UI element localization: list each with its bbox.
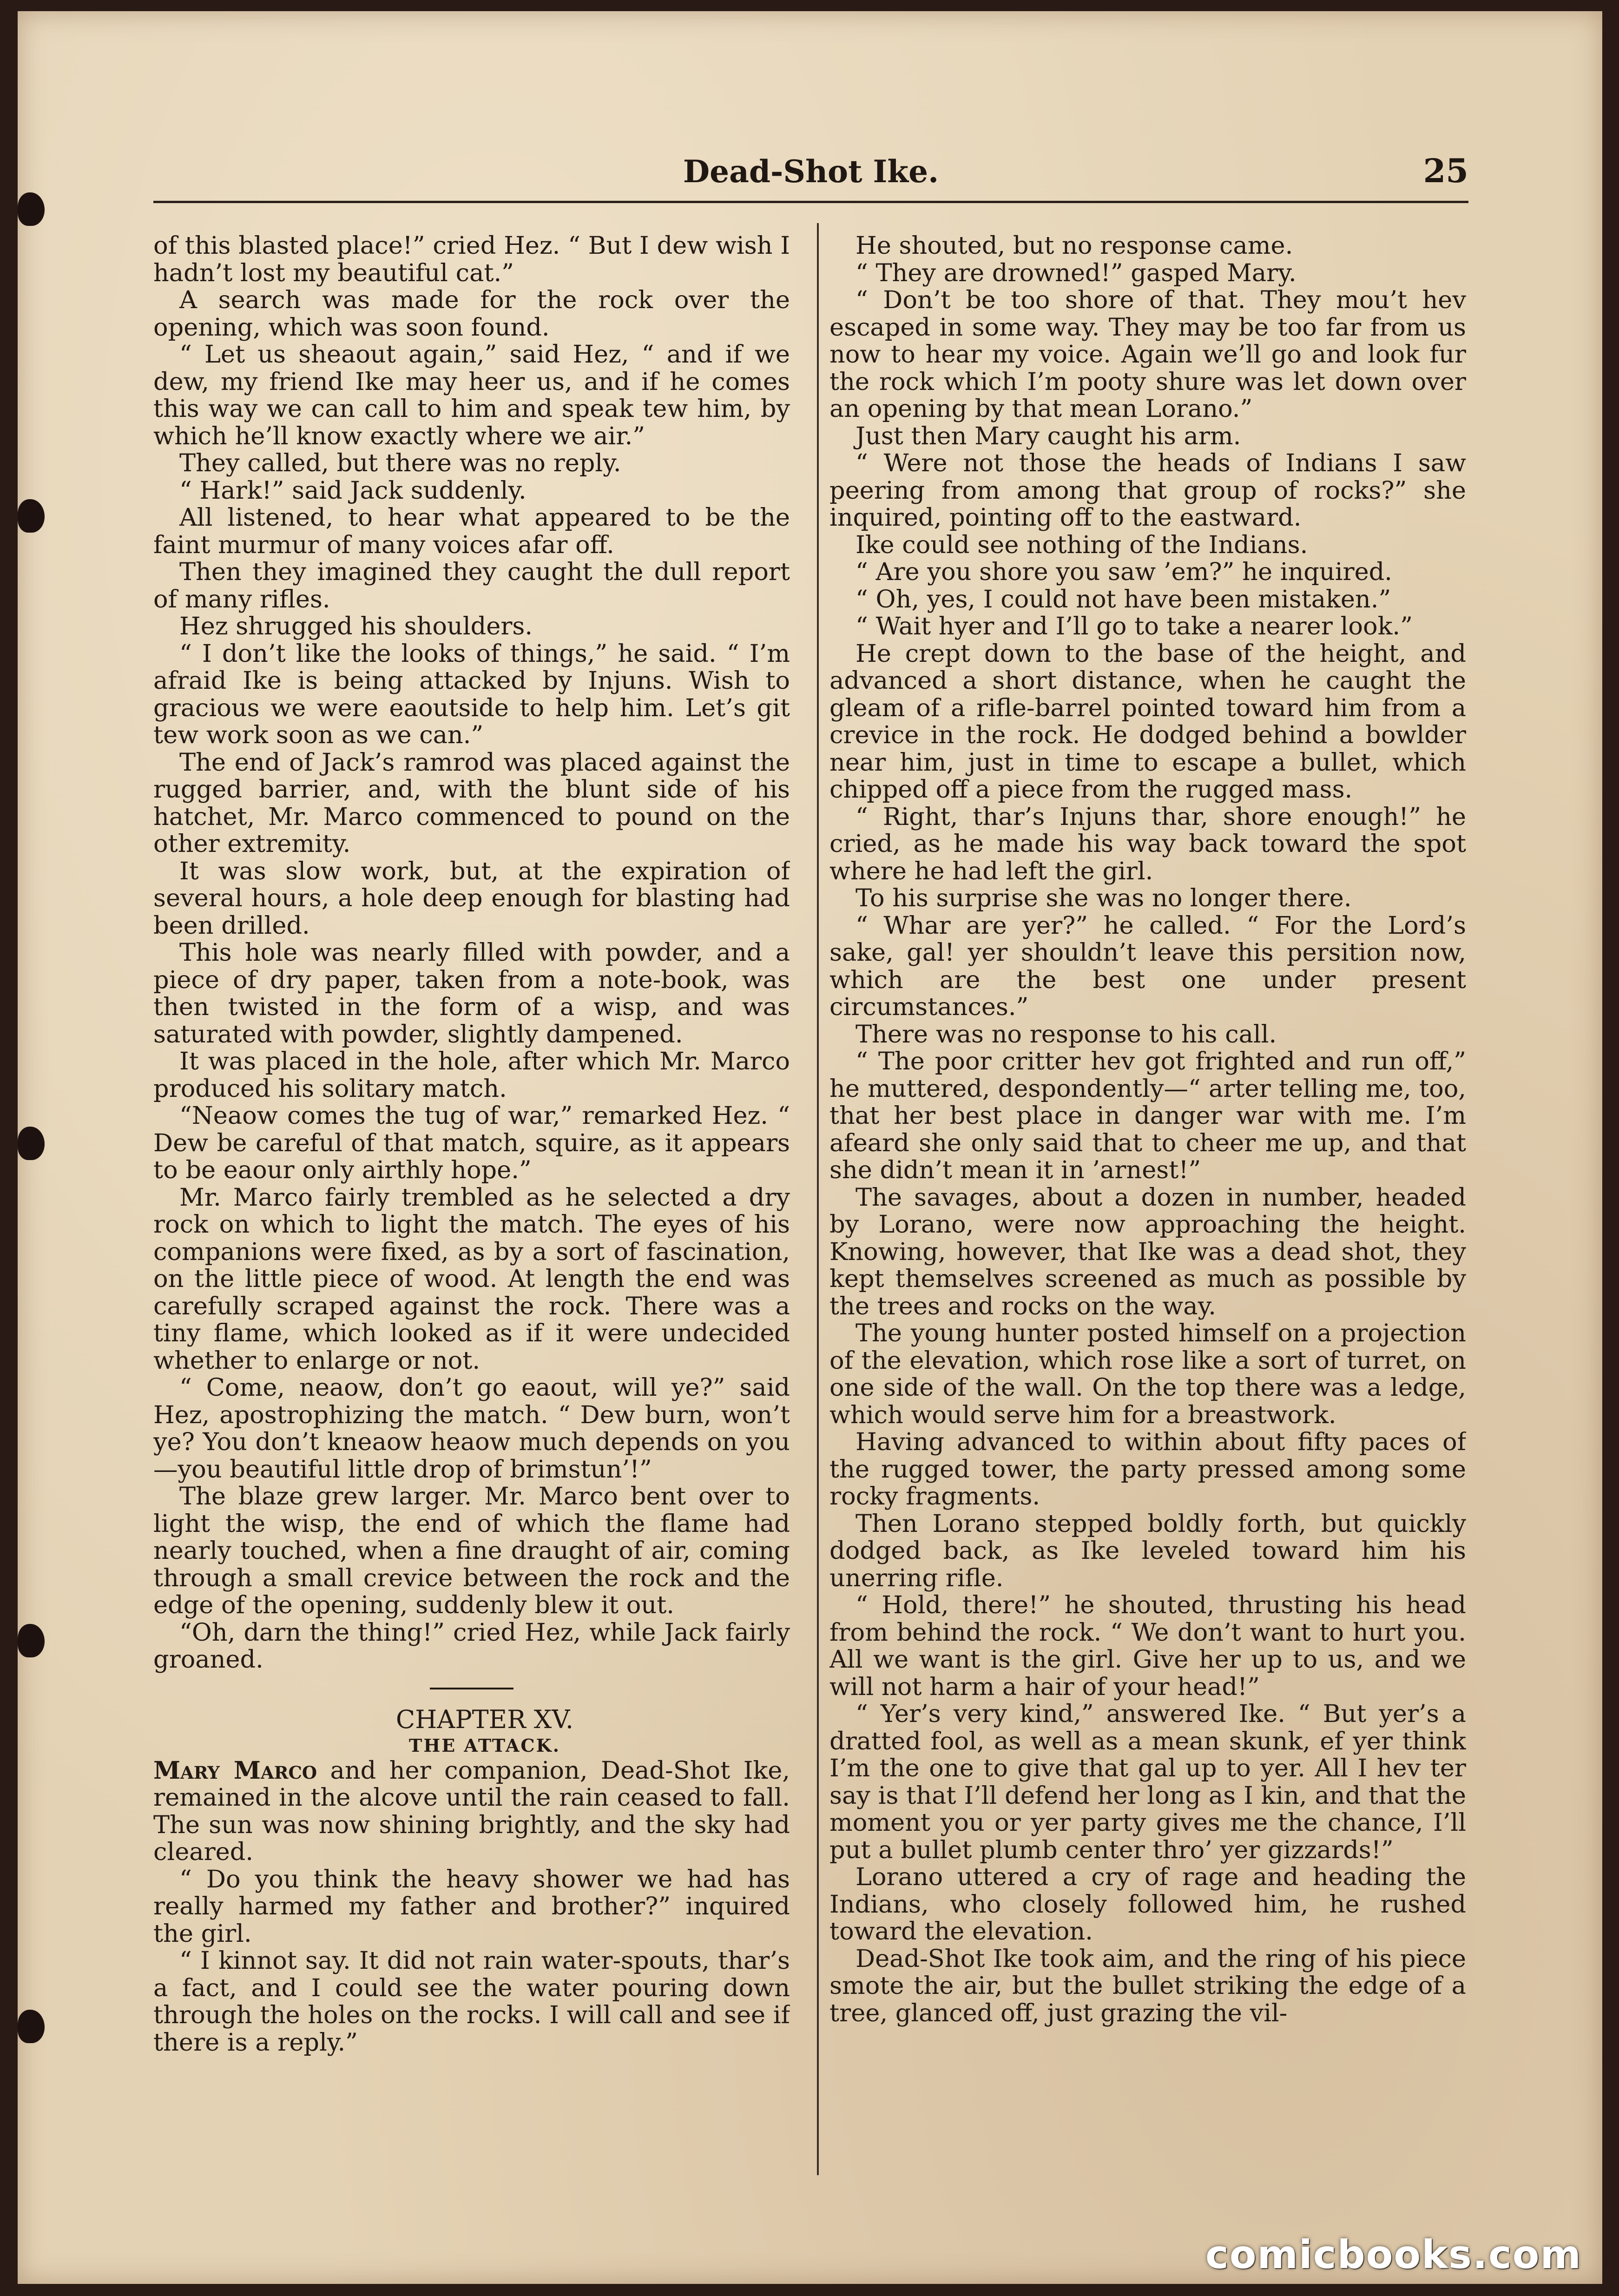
- paragraph: “ Whar are yer?” he called. “ For the Lord’s sake, gal! yer shouldn’t leave this persition now, which are the best one under present circumstances.”: [829, 911, 1466, 1021]
- header-rule: [153, 201, 1468, 203]
- paragraph: “ I kinnot say. It did not rain water-spouts, thar’s a fact, and I could see the water pouring down through the holes on the rocks. I will call and see if there is a reply.”: [153, 1946, 790, 2057]
- paragraph: “ Hold, there!” he shouted, thrusting his head from behind the rock. “ We don’t want to hurt you. All we want is the girl. Give her up to us, and we will not harm a hair of your head!”: [829, 1591, 1466, 1701]
- paragraph: A search was made for the rock over the opening, which was soon found.: [153, 286, 790, 342]
- paragraph: The young hunter posted himself on a projection of the elevation, which rose like a sort of turret, on one side of the wall. On the top there was a ledge, which would serve him for a breastwork.: [829, 1319, 1466, 1429]
- paragraph: There was no response to his call.: [856, 1020, 1277, 1049]
- paragraph: “Neaow comes the tug of war,” remarked Hez. “ Dew be careful of that match, squire, as it appears to be eaour only airthly hope.”: [153, 1102, 790, 1184]
- paragraph: The savages, about a dozen in number, headed by Lorano, were now approaching the height. Knowing, however, that Ike was a dead shot, they kept themselves screened as much as possible by the trees and rocks on the way.: [829, 1183, 1466, 1320]
- paragraph: Then they imagined they caught the dull report of many rifles.: [153, 558, 790, 614]
- paragraph: They called, but there was no reply.: [179, 449, 621, 477]
- paragraph: “ Do you think the heavy shower we had has really harmed my father and brother?” inquired the girl.: [153, 1865, 790, 1948]
- paragraph: To his surprise she was no longer there.: [856, 884, 1352, 912]
- paragraph: Just then Mary caught his arm.: [856, 422, 1241, 450]
- chapter-heading: CHAPTER XV.: [395, 1704, 574, 1734]
- chapter-opening-paragraph: [153, 1757, 790, 1866]
- paragraph: Dead-Shot Ike took aim, and the ring of his piece smote the air, but the bullet striking the edge of a tree, glanced off, just grazing the vil-: [829, 1944, 1466, 2027]
- binding-hole: [18, 1127, 45, 1160]
- left-column: [153, 232, 790, 2166]
- paragraph: “ Come, neaow, don’t go eaout, will ye?” said Hez, apostrophizing the match. “ Dew burn, won’t ye? You don’t kneaow heaow much depends on you—you beautiful little drop of brimstun’!”: [153, 1373, 790, 1484]
- paragraph: “ Are you shore you saw ’em?” he inquired.: [856, 558, 1392, 586]
- paragraph: “ Don’t be too shore of that. They mou’t hev escaped in some way. They may be too far from us now to hear my voice. Again we’ll go and look fur the rock which I’m pooty shure was let down over an opening by that mean Lorano.”: [829, 286, 1466, 423]
- paragraph: This hole was nearly filled with powder, and a piece of dry paper, taken from a note-book, was then twisted in the form of a wisp, and was saturated with powder, slightly dampened.: [153, 938, 790, 1049]
- paragraph: of this blasted place!” cried Hez. “ But I dew wish I hadn’t lost my beautiful cat.”: [153, 232, 790, 287]
- site-watermark: comicbooks.com: [1205, 2232, 1582, 2277]
- binding-hole: [18, 1624, 45, 1657]
- paragraph: “ I don’t like the looks of things,” he said. “ I’m afraid Ike is being attacked by Injuns. Wish to gracious we were eaoutside to help him. Let’s git tew work soon as we can.”: [153, 639, 790, 749]
- paragraph: “Oh, darn the thing!” cried Hez, while Jack fairly groaned.: [153, 1618, 790, 1674]
- paragraph: “ Oh, yes, I could not have been mistaken.”: [856, 585, 1391, 614]
- paragraph: “ Yer’s very kind,” answered Ike. “ But yer’s a dratted fool, as well as a mean skunk, ef yer think I’m the one to give that gal up to yer. All I hev ter say is that I’ll defend her long as I kin, and that the moment you or yer party gives me the chance, I’ll put a bullet plumb center thro’ yer gizzards!”: [829, 1700, 1466, 1864]
- paragraph: Lorano uttered a cry of rage and heading the Indians, who closely followed him, he rushed toward the elevation.: [829, 1863, 1466, 1946]
- paragraph: “ Were not those the heads of Indians I saw peering from among that group of rocks?” she inquired, pointing off to the eastward.: [829, 449, 1466, 532]
- paragraph: Ike could see nothing of the Indians.: [856, 530, 1308, 559]
- chapter-subtitle: THE ATTACK.: [409, 1735, 560, 1756]
- binding-hole: [18, 2010, 45, 2043]
- paragraph: “ They are drowned!” gasped Mary.: [856, 258, 1297, 287]
- paragraph: Mr. Marco fairly trembled as he selected a dry rock on which to light the match. The eyes of his companions were fixed, as by a sort of fascination, on the little piece of wood. At length the end was carefully scraped against the rock. There was a tiny flame, which looked as if it were undecided whether to enlarge or not.: [153, 1183, 790, 1375]
- paragraph: He crept down to the base of the height, and advanced a short distance, when he caught the gleam of a rifle-barrel pointed toward him from a crevice in the rock. He dodged behind a bowlder near him, just in time to escape a bullet, which chipped off a piece from the rugged mass.: [829, 639, 1466, 804]
- paragraph: It was placed in the hole, after which Mr. Marco produced his solitary match.: [153, 1047, 790, 1103]
- page-header: [153, 153, 1468, 205]
- paragraph: It was slow work, but, at the expiration of several hours, a hole deep enough for blasting had been drilled.: [153, 857, 790, 940]
- page-number: 25: [1423, 152, 1468, 190]
- chapter-divider: [430, 1688, 513, 1689]
- paragraph: All listened, to hear what appeared to be the faint murmur of many voices afar off.: [153, 503, 790, 559]
- paragraph: Then Lorano stepped boldly forth, but quickly dodged back, as Ike leveled toward him his unerring rifle.: [829, 1509, 1466, 1592]
- right-column: [829, 232, 1466, 2166]
- paragraph: “ Wait hyer and I’ll go to take a nearer look.”: [856, 612, 1413, 640]
- running-title: Dead-Shot Ike.: [683, 153, 939, 190]
- chapter-lead-text: and her companion, Dead-Shot Ike, remained in the alcove until the rain ceased to fall. The sun was now shining brightly, and the sky had cleared.: [153, 1756, 790, 1866]
- paragraph: The blaze grew larger. Mr. Marco bent over to light the wisp, the end of which the flame had nearly touched, when a fine draught of air, coming through a small crevice between the rock and the edge of the opening, suddenly blew it out.: [153, 1482, 790, 1619]
- paragraph: “ Let us sheaout again,” said Hez, “ and if we dew, my friend Ike may heer us, and if he comes this way we can call to him and speak tew him, by which he’ll know exactly where we air.”: [153, 340, 790, 450]
- paragraph: “ Hark!” said Jack suddenly.: [179, 476, 527, 505]
- chapter-lead-words: Mary Marco: [153, 1756, 317, 1785]
- paragraph: “ Right, thar’s Injuns thar, shore enough!” he cried, as he made his way back toward the spot where he had left the girl.: [829, 802, 1466, 885]
- binding-hole: [18, 499, 45, 533]
- paragraph: Having advanced to within about fifty paces of the rugged tower, the party pressed among some rocky fragments.: [829, 1428, 1466, 1511]
- paragraph: The end of Jack’s ramrod was placed against the rugged barrier, and, with the blunt side of his hatchet, Mr. Marco commenced to pound on the other extremity.: [153, 748, 790, 858]
- binding-hole: [18, 192, 45, 226]
- paragraph: “ The poor critter hev got frighted and run off,” he muttered, despondently—“ arter telling me, too, that her best place in danger war with me. I’m afeard she only said that to cheer me up, and that she didn’t mean it in ’arnest!”: [829, 1047, 1466, 1184]
- paragraph: Hez shrugged his shoulders.: [179, 612, 533, 640]
- paragraph: He shouted, but no response came.: [856, 232, 1293, 260]
- column-divider: [817, 223, 819, 2175]
